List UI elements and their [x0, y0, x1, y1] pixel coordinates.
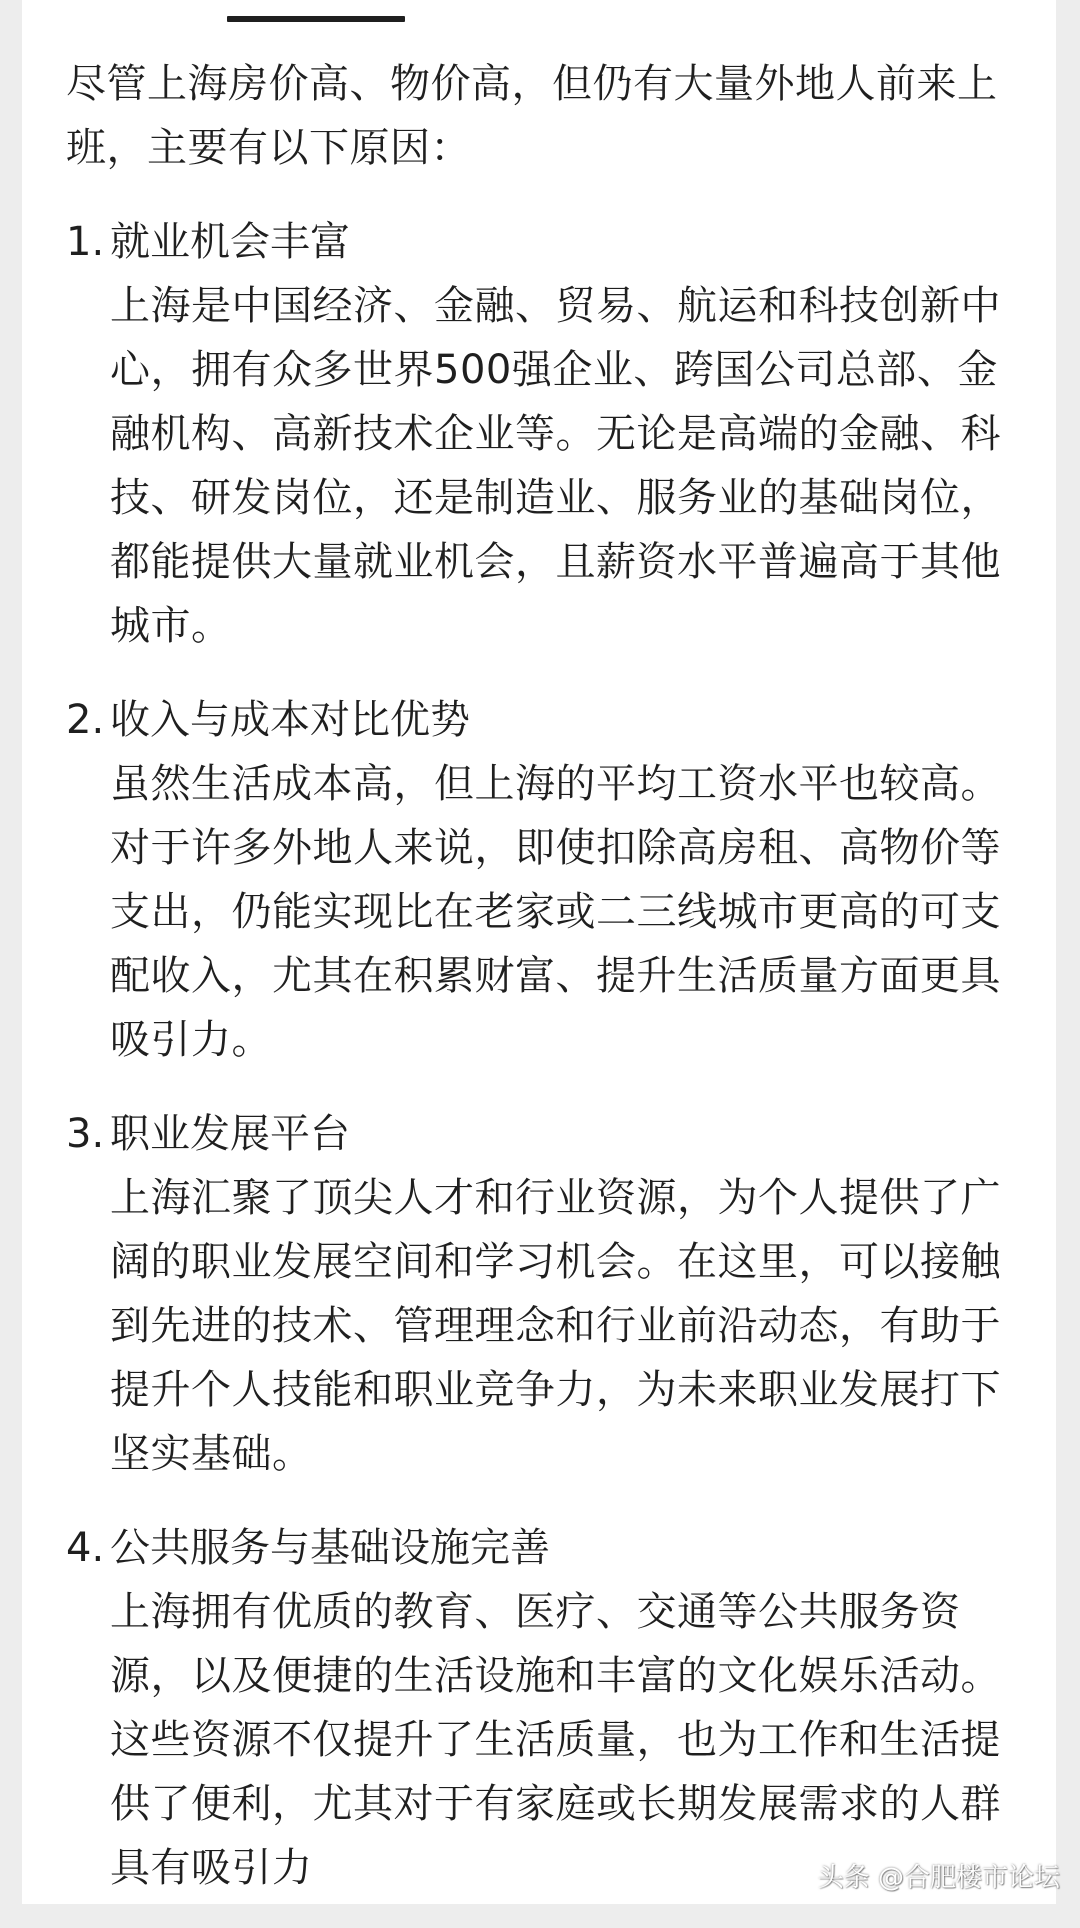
reason-heading — [66, 1102, 1026, 1166]
intro-paragraph: 尽管上海房价高、物价高，但仍有大量外地人前来上班，主要有以下原因： — [66, 61, 998, 171]
article-card — [22, 0, 1056, 1904]
reason-body: 上海是中国经济、金融、贸易、航运和科技创新中心，拥有众多世界500强企业、跨国公司总部、金融机构、高新技术企业等。无论是高端的金融、科技、研发岗位，还是制造业、服务业的基础岗位，都能提供大量就业机会，且薪资水平普遍高于其他城市。 — [110, 283, 1001, 649]
reason-body: 上海汇聚了顶尖人才和行业资源，为个人提供了广阔的职业发展空间和学习机会。在这里，可以接触到先进的技术、管理理念和行业前沿动态，有助于提升个人技能和职业竞争力，为未来职业发展打下坚实基础。 — [110, 1175, 1001, 1477]
reason-title: 收入与成本对比优势 — [110, 697, 470, 743]
reason-number: 1. — [66, 219, 105, 265]
source-watermark: 头条 @合肥楼市论坛 — [817, 1863, 1060, 1893]
reason-body: 上海拥有优质的教育、医疗、交通等公共服务资源，以及便捷的生活设施和丰富的文化娱乐活动。这些资源不仅提升了生活质量，也为工作和生活提供了便利，尤其对于有家庭或长期发展需求的人群具有吸引力 — [110, 1589, 1001, 1891]
reason-title: 职业发展平台 — [110, 1111, 350, 1157]
reason-heading — [66, 1516, 1026, 1580]
reason-body: 虽然生活成本高，但上海的平均工资水平也较高。对于许多外地人来说，即使扣除高房租、高物价等支出，仍能实现比在老家或二三线城市更高的可支配收入，尤其在积累财富、提升生活质量方面更具吸引力。 — [110, 761, 1001, 1063]
reason-number: 3. — [66, 1111, 105, 1157]
tab-indicator — [227, 16, 405, 22]
reason-number: 2. — [66, 697, 105, 743]
reason-number: 4. — [66, 1525, 105, 1571]
list-item — [66, 1102, 1026, 1486]
list-item — [66, 688, 1026, 1072]
list-item — [66, 1516, 1026, 1900]
reason-title: 就业机会丰富 — [110, 219, 350, 265]
list-item — [66, 210, 1026, 658]
reasons-list — [66, 210, 1026, 1904]
reason-heading — [66, 210, 1026, 274]
reason-heading — [66, 688, 1026, 752]
reason-title: 公共服务与基础设施完善 — [110, 1525, 550, 1571]
